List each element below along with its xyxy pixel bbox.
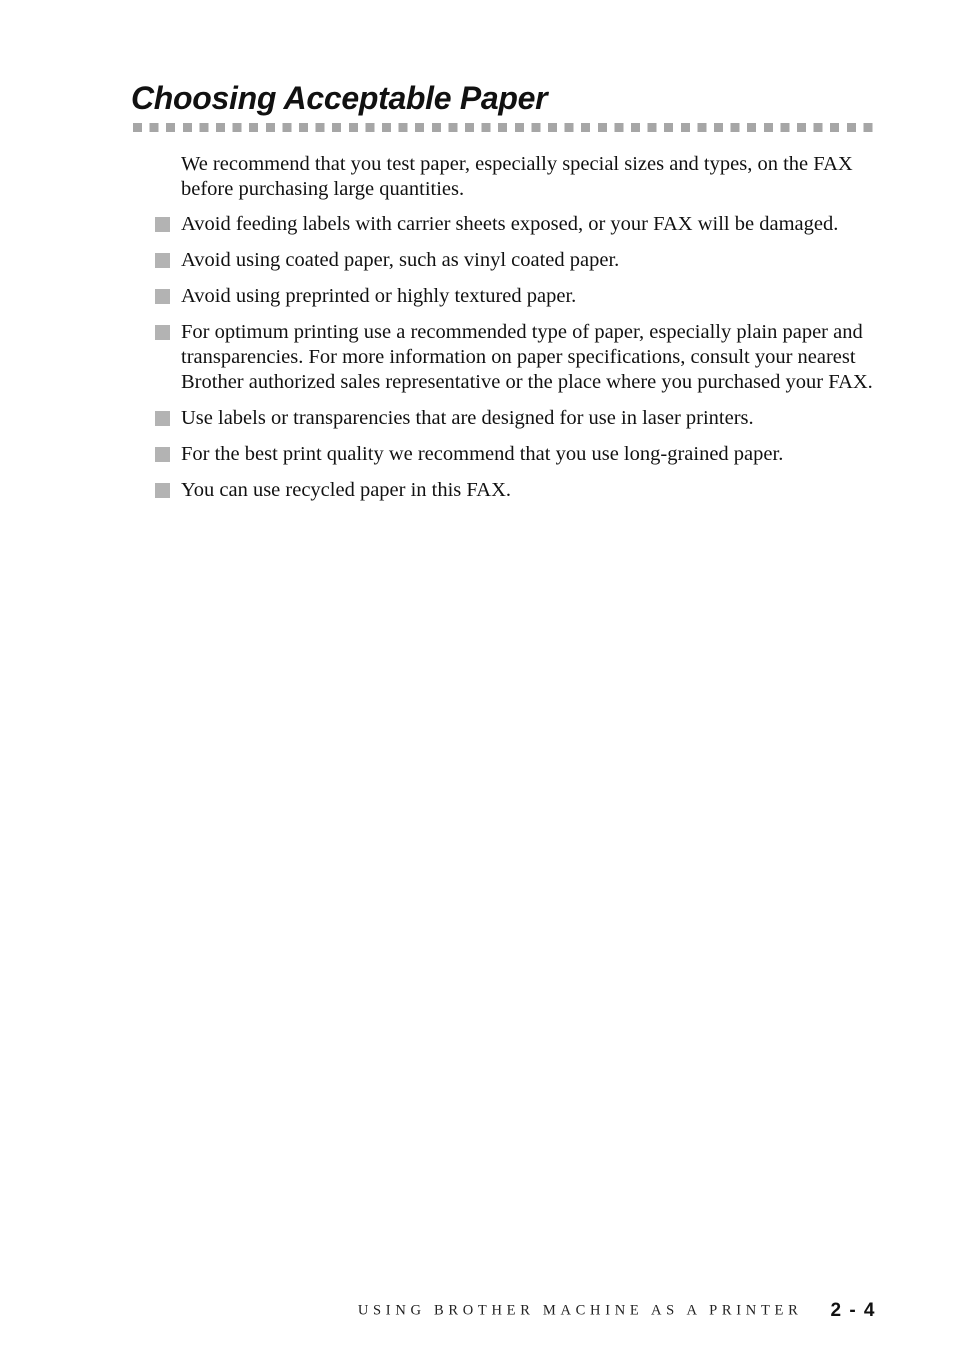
list-item-text: Avoid using preprinted or highly textured paper. (181, 285, 577, 307)
list-item-text: For the best print quality we recommend that you use long-grained paper. (181, 443, 784, 465)
list-item-text: Avoid using coated paper, such as vinyl coated paper. (181, 249, 620, 271)
list-item-text: For optimum printing use a recommended type of paper, especially plain paper and transparencies. For more information on paper specifications, consult your nearest Brother authorized sales representative or the place where you purchased your FAX. (181, 321, 873, 393)
square-bullet-icon (155, 447, 170, 462)
square-bullet-icon (155, 325, 170, 340)
list-item (155, 406, 885, 431)
list-item (155, 478, 885, 503)
list-item (155, 212, 885, 237)
list-item-text: Use labels or transparencies that are designed for use in laser printers. (181, 407, 754, 429)
square-bullet-icon (155, 253, 170, 268)
page-number: 2 - 4 (830, 1300, 876, 1321)
square-bullet-icon (155, 217, 170, 232)
square-bullet-icon (155, 411, 170, 426)
list-item-text: You can use recycled paper in this FAX. (181, 479, 512, 501)
square-bullet-icon (155, 289, 170, 304)
dotted-divider (133, 123, 874, 132)
list-item (155, 442, 885, 467)
list-item (155, 284, 885, 309)
list-item (155, 320, 885, 395)
list-item (155, 248, 885, 273)
page-footer (358, 1300, 876, 1322)
bullet-list (155, 212, 885, 514)
list-item-text: Avoid feeding labels with carrier sheets exposed, or your FAX will be damaged. (181, 213, 839, 235)
page-title: Choosing Acceptable Paper (131, 80, 548, 116)
footer-section-label: USING BROTHER MACHINE AS A PRINTER (357, 1302, 803, 1319)
square-bullet-icon (155, 483, 170, 498)
intro-paragraph: We recommend that you test paper, especially special sizes and types, on the FAX before purchasing large quantities. (181, 153, 853, 200)
